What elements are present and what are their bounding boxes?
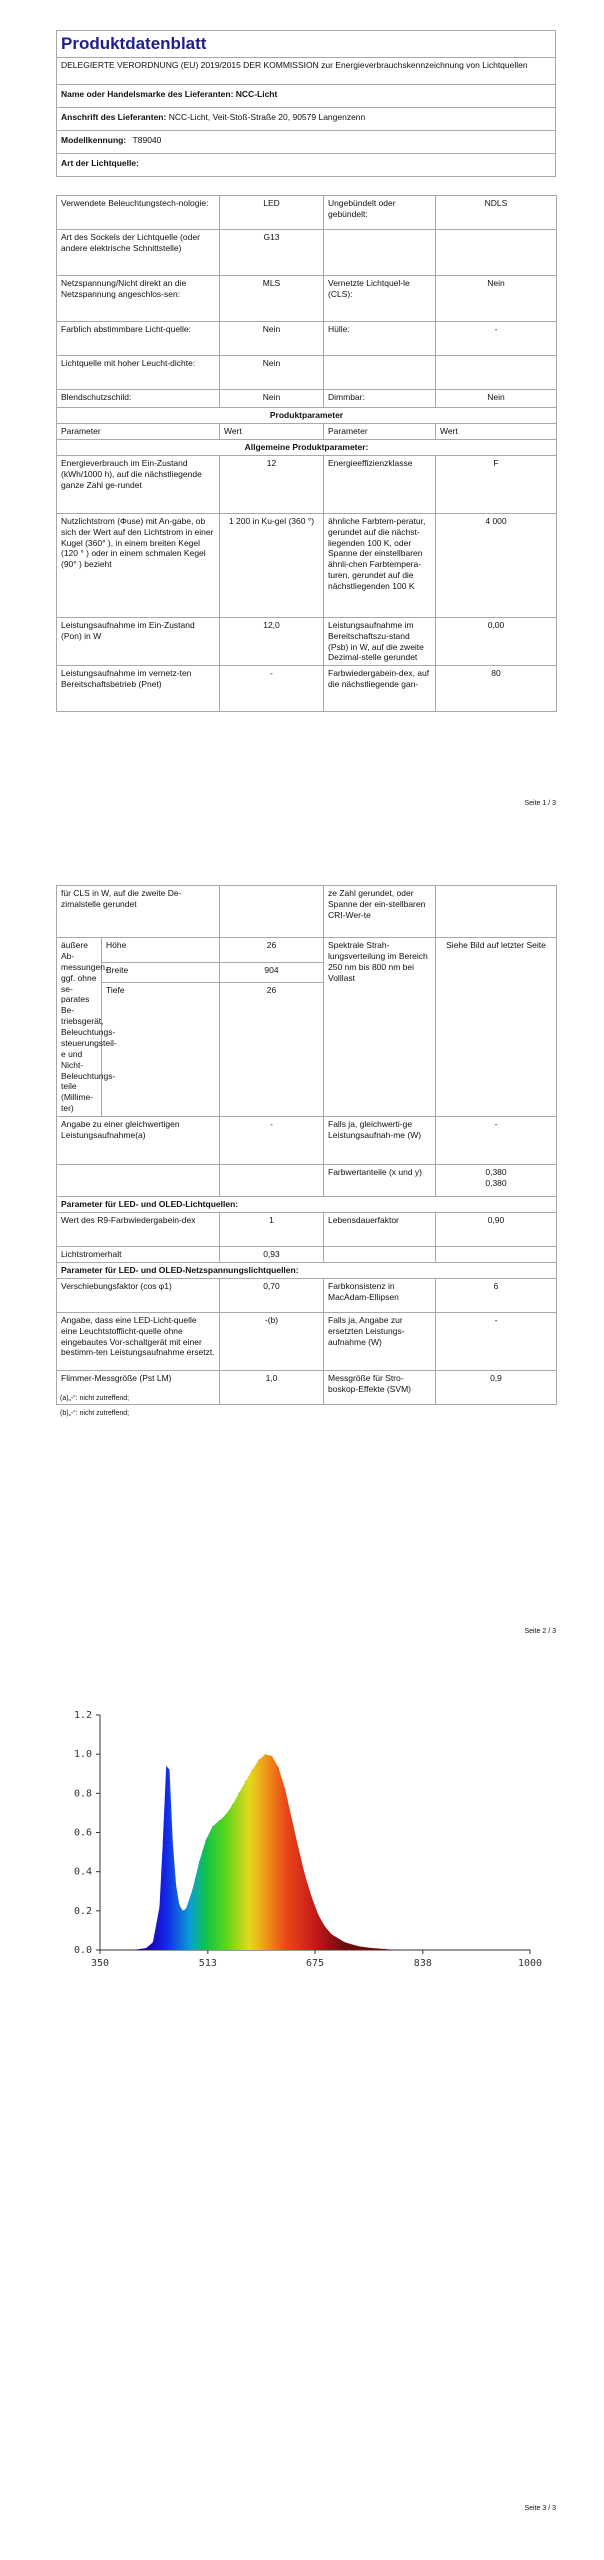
x-tick-label: 350 bbox=[90, 1958, 110, 1969]
param-value: Nein bbox=[220, 390, 324, 408]
param-label: ze Zahl gerundet, oder Spanne der ein-stellbaren CRI-Wer-te bbox=[324, 886, 436, 938]
page-title: Produktdatenblatt bbox=[57, 31, 555, 58]
supplier-address-label: Anschrift des Lieferanten: bbox=[61, 112, 167, 122]
table-row bbox=[57, 276, 557, 322]
table-row bbox=[57, 666, 557, 712]
param-value: 0,00 bbox=[436, 617, 557, 666]
param-label: Farbwertanteile (x und y) bbox=[324, 1165, 436, 1197]
spectrum-chart bbox=[40, 1700, 550, 1990]
table-row bbox=[57, 322, 557, 356]
spectrum-point bbox=[357, 1946, 358, 1947]
spectrum-point bbox=[146, 1947, 147, 1948]
light-source-table bbox=[56, 195, 557, 712]
y-tick-label: 0.6 bbox=[73, 1827, 92, 1839]
param-value: 0,9 bbox=[436, 1370, 557, 1404]
spectrum-point bbox=[166, 1765, 167, 1766]
source-type-label: Art der Lichtquelle: bbox=[61, 158, 139, 168]
spectrum-point bbox=[172, 1842, 173, 1843]
param-label: Dimmbar: bbox=[324, 390, 436, 408]
section-title-row bbox=[57, 1262, 557, 1278]
supplier-address-row bbox=[57, 108, 555, 131]
param-label: Leistungsaufnahme im Ein-Zustand (Pon) in W bbox=[57, 617, 220, 666]
param-label: ähnliche Farbtem-peratur, gerundet auf die nächst-liegenden 100 K, oder Spanne der einstellbaren ähnli-chen Farbtempera-turen, gerundet auf die nächstliegenden 100 K bbox=[324, 513, 436, 617]
spectrum-point bbox=[169, 1769, 170, 1770]
spectrum-point bbox=[212, 1826, 213, 1827]
model-row bbox=[57, 131, 555, 154]
spectrum-point bbox=[185, 1908, 186, 1909]
dimension-name: Tiefe bbox=[102, 983, 220, 1117]
product-params-title: Produktparameter bbox=[57, 408, 557, 424]
spectrum-point bbox=[278, 1767, 279, 1768]
param-label: Farblich abstimmbare Licht-quelle: bbox=[57, 322, 220, 356]
table-row bbox=[57, 390, 557, 408]
param-label: Angabe zu einer gleichwertigen Leistungsaufnahme(a) bbox=[57, 1117, 220, 1165]
param-value: - bbox=[220, 666, 324, 712]
table-row bbox=[57, 513, 557, 617]
spectrum-point bbox=[162, 1842, 163, 1843]
spectrum-point bbox=[133, 1949, 134, 1950]
spectrum-point bbox=[205, 1840, 206, 1841]
spectrum-point bbox=[529, 1949, 530, 1950]
x-tick-label: 838 bbox=[413, 1958, 432, 1969]
param-label: Hülle: bbox=[324, 322, 436, 356]
param-value: 12 bbox=[220, 455, 324, 513]
table-row bbox=[57, 1212, 557, 1246]
footnote-b: (b)„-“: nicht zutreffend; bbox=[60, 1410, 130, 1417]
param-value bbox=[436, 356, 557, 390]
column-header: Parameter bbox=[324, 424, 436, 440]
regulation-text: DELEGIERTE VERORDNUNG (EU) 2019/2015 DER KOMMISSION zur Energieverbrauchskennzeichnung von Lichtquellen bbox=[57, 58, 555, 85]
spectrum-point bbox=[291, 1818, 292, 1819]
section-title-row bbox=[57, 1197, 557, 1213]
spectrum-point bbox=[182, 1910, 183, 1911]
param-value: G13 bbox=[220, 230, 324, 276]
param-value: Nein bbox=[220, 322, 324, 356]
param-label: Energieverbrauch im Ein-Zustand (kWh/1000 h), auf die nächstliegende ganze Zahl ge-rundet bbox=[57, 455, 220, 513]
spectrum-point bbox=[397, 1949, 398, 1950]
param-label: Vernetzte Lichtquel-le (CLS): bbox=[324, 276, 436, 322]
param-value: 1 200 in Ku-gel (360 °) bbox=[220, 513, 324, 617]
spectral-value: Siehe Bild auf letzter Seite bbox=[436, 938, 557, 1117]
spectrum-point bbox=[252, 1769, 253, 1770]
chromaticity-y: 0,380 bbox=[485, 1177, 507, 1188]
spectrum-point bbox=[159, 1906, 160, 1907]
document-header bbox=[56, 30, 556, 177]
spectrum-point bbox=[232, 1805, 233, 1806]
param-label: Art des Sockels der Lichtquelle (oder andere elektrische Schnittstelle) bbox=[57, 230, 220, 276]
page-number: Seite 2 / 3 bbox=[524, 1628, 556, 1635]
param-label: Wert des R9-Farbwiedergabein-dex bbox=[57, 1212, 220, 1246]
spectrum-point bbox=[179, 1904, 180, 1905]
dimensions-label: äußere Ab-messungen, ggf. ohne se-parates Be-triebsgerät, Beleuchtungs-steuerungsteil-e und Nicht-Beleuchtungs-teile (Millime-ter) bbox=[57, 938, 102, 1117]
empty-cell bbox=[220, 886, 324, 938]
spectrum-point bbox=[311, 1897, 312, 1898]
dimension-value: 904 bbox=[220, 963, 324, 983]
param-label: Farbwiedergabein-dex, auf die nächstliegende gan- bbox=[324, 666, 436, 712]
param-value: Nein bbox=[436, 276, 557, 322]
dimension-name: Breite bbox=[102, 963, 220, 983]
params-continued-table bbox=[56, 885, 557, 1405]
empty-cell bbox=[436, 886, 557, 938]
column-header-row bbox=[57, 424, 557, 440]
spectrum-point bbox=[285, 1789, 286, 1790]
model-value: T89040 bbox=[132, 135, 162, 145]
empty-cell bbox=[324, 1246, 436, 1262]
param-value: 6 bbox=[436, 1278, 557, 1312]
param-value: Nein bbox=[220, 356, 324, 390]
table-row bbox=[57, 455, 557, 513]
param-label: für CLS in W, auf die zweite De-zimalstelle gerundet bbox=[57, 886, 220, 938]
param-value bbox=[436, 230, 557, 276]
column-header: Wert bbox=[220, 424, 324, 440]
param-value: LED bbox=[220, 196, 324, 230]
spectral-label: Spektrale Strah-lungsverteilung im Bereich 250 nm bis 800 nm bei Volllast bbox=[324, 938, 436, 1117]
page-number: Seite 1 / 3 bbox=[524, 800, 556, 807]
dimension-value: 26 bbox=[220, 983, 324, 1117]
spectrum-area bbox=[100, 1754, 530, 1950]
param-label: Ungebündelt oder gebündelt: bbox=[324, 196, 436, 230]
spectrum-point bbox=[258, 1759, 259, 1760]
param-value: 1,0 bbox=[220, 1370, 324, 1404]
column-header: Parameter bbox=[57, 424, 220, 440]
spectrum-point bbox=[176, 1885, 177, 1886]
param-value: MLS bbox=[220, 276, 324, 322]
y-tick-label: 0.8 bbox=[73, 1788, 92, 1800]
y-tick-label: 1.2 bbox=[73, 1710, 92, 1721]
page-number: Seite 3 / 3 bbox=[524, 2505, 556, 2512]
table-row bbox=[57, 1370, 557, 1404]
y-tick-label: 0.2 bbox=[73, 1905, 92, 1917]
spectrum-point bbox=[324, 1926, 325, 1927]
table-row bbox=[57, 356, 557, 390]
table-row bbox=[57, 938, 557, 963]
param-value: 1 bbox=[220, 1212, 324, 1246]
spectrum-point bbox=[271, 1756, 272, 1757]
param-label: Verwendete Beleuchtungstech-nologie: bbox=[57, 196, 220, 230]
param-value: 0,90 bbox=[436, 1212, 557, 1246]
param-label: Netzspannung/Nicht direkt an die Netzspannung angeschlos-sen: bbox=[57, 276, 220, 322]
table-row bbox=[57, 1165, 557, 1197]
param-value: 80 bbox=[436, 666, 557, 712]
section-title-row bbox=[57, 408, 557, 424]
spectrum-point bbox=[219, 1820, 220, 1821]
spectrum-point bbox=[265, 1754, 266, 1755]
y-tick-label: 0.4 bbox=[73, 1866, 92, 1878]
param-value: NDLS bbox=[436, 196, 557, 230]
mains-params-title: Parameter für LED- und OLED-Netzspannungslichtquellen: bbox=[57, 1262, 557, 1278]
y-tick-label: 0.0 bbox=[73, 1945, 92, 1956]
param-label bbox=[324, 230, 436, 276]
empty-cell bbox=[57, 1165, 220, 1197]
spectrum-point bbox=[238, 1793, 239, 1794]
x-tick-label: 1000 bbox=[517, 1958, 543, 1969]
table-row bbox=[57, 886, 557, 938]
supplier-name: Name oder Handelsmarke des Lieferanten: NCC-Licht bbox=[57, 85, 555, 108]
param-value: - bbox=[436, 1312, 557, 1370]
param-label: Lichtstromerhalt bbox=[57, 1246, 220, 1262]
footnote-a: (a)„-“: nicht zutreffend; bbox=[60, 1395, 130, 1402]
spectrum-point bbox=[199, 1861, 200, 1862]
table-row bbox=[57, 1312, 557, 1370]
spectrum-point bbox=[318, 1914, 319, 1915]
general-params-title: Allgemeine Produktparameter: bbox=[57, 439, 557, 455]
spectrum-point bbox=[331, 1934, 332, 1935]
empty-cell bbox=[436, 1246, 557, 1262]
param-value: - bbox=[220, 1117, 324, 1165]
param-label: Falls ja, Angabe zur ersetzten Leistungs-aufnahme (W) bbox=[324, 1312, 436, 1370]
x-tick-label: 675 bbox=[305, 1958, 325, 1969]
spectrum-point bbox=[298, 1848, 299, 1849]
spectrum-point bbox=[152, 1942, 153, 1943]
model-label: Modellkennung: bbox=[61, 135, 127, 145]
chromaticity-x: 0,380 bbox=[485, 1167, 507, 1177]
chromaticity-values bbox=[436, 1165, 557, 1197]
param-label: Messgröße für Stro-boskop-Effekte (SVM) bbox=[324, 1370, 436, 1404]
x-tick-label: 513 bbox=[198, 1958, 217, 1969]
spectrum-point bbox=[99, 1949, 100, 1950]
param-label: Leistungsaufnahme im vernetz-ten Bereitschaftsbetrieb (Pnet) bbox=[57, 666, 220, 712]
param-value: 4 000 bbox=[436, 513, 557, 617]
param-label: Energieeffizienzklasse bbox=[324, 455, 436, 513]
spectrum-point bbox=[192, 1889, 193, 1890]
param-label: Leistungsaufnahme im Bereitschaftszu-stand (Psb) in W, auf die zweite Dezimal-stelle gerundet bbox=[324, 617, 436, 666]
spectrum-point bbox=[245, 1781, 246, 1782]
param-label: Angabe, dass eine LED-Licht-quelle eine Leuchtstofflicht-quelle ohne eingebautes Vor-schaltgerät mit einer bestimm-ten Leistungsaufnahme ersetzt. bbox=[57, 1312, 220, 1370]
spectrum-point bbox=[384, 1948, 385, 1949]
section-title-row bbox=[57, 439, 557, 455]
dimension-name: Höhe bbox=[102, 938, 220, 963]
spectrum-point bbox=[225, 1814, 226, 1815]
param-value: F bbox=[436, 455, 557, 513]
param-label: Lichtquelle mit hoher Leucht-dichte: bbox=[57, 356, 220, 390]
spectrum-point bbox=[344, 1942, 345, 1943]
table-row bbox=[57, 1278, 557, 1312]
led-params-title: Parameter für LED- und OLED-Lichtquellen: bbox=[57, 1197, 557, 1213]
table-row bbox=[57, 1117, 557, 1165]
param-label: Nutzlichtstrom (Φuse) mit An-gabe, ob sich der Wert auf den Lichtstrom in einer Kugel (360° ), in einem breiten Kegel (120 ° ) oder in einem schmalen Kegel (90° ) bezieht bbox=[57, 513, 220, 617]
spectrum-point bbox=[305, 1875, 306, 1876]
param-value: 0,93 bbox=[220, 1246, 324, 1262]
param-value: -(b) bbox=[220, 1312, 324, 1370]
table-row bbox=[57, 1246, 557, 1262]
param-value: 12,0 bbox=[220, 617, 324, 666]
param-label bbox=[324, 356, 436, 390]
table-row bbox=[57, 617, 557, 666]
param-value: Nein bbox=[436, 390, 557, 408]
param-label: Flimmer-Messgröße (Pst LM) bbox=[57, 1370, 220, 1404]
dimension-value: 26 bbox=[220, 938, 324, 963]
y-tick-label: 1.0 bbox=[73, 1749, 92, 1761]
param-value: 0,70 bbox=[220, 1278, 324, 1312]
param-label: Lebensdauerfaktor bbox=[324, 1212, 436, 1246]
table-row bbox=[57, 230, 557, 276]
param-label: Falls ja, gleichwerti-ge Leistungsaufnah-me (W) bbox=[324, 1117, 436, 1165]
spectrum-point bbox=[463, 1949, 464, 1950]
empty-cell bbox=[220, 1165, 324, 1197]
table-row bbox=[57, 196, 557, 230]
param-label: Blendschutzschild: bbox=[57, 390, 220, 408]
supplier-address-value: NCC-Licht, Veit-Stoß-Straße 20, 90579 Langenzenn bbox=[168, 112, 366, 122]
param-label: Farbkonsistenz in MacAdam-Ellipsen bbox=[324, 1278, 436, 1312]
param-label: Verschiebungsfaktor (cos φ1) bbox=[57, 1278, 220, 1312]
param-value: - bbox=[436, 322, 557, 356]
spectrum-point bbox=[371, 1947, 372, 1948]
column-header: Wert bbox=[436, 424, 557, 440]
param-value: - bbox=[436, 1117, 557, 1165]
spectrum-point bbox=[430, 1949, 431, 1950]
